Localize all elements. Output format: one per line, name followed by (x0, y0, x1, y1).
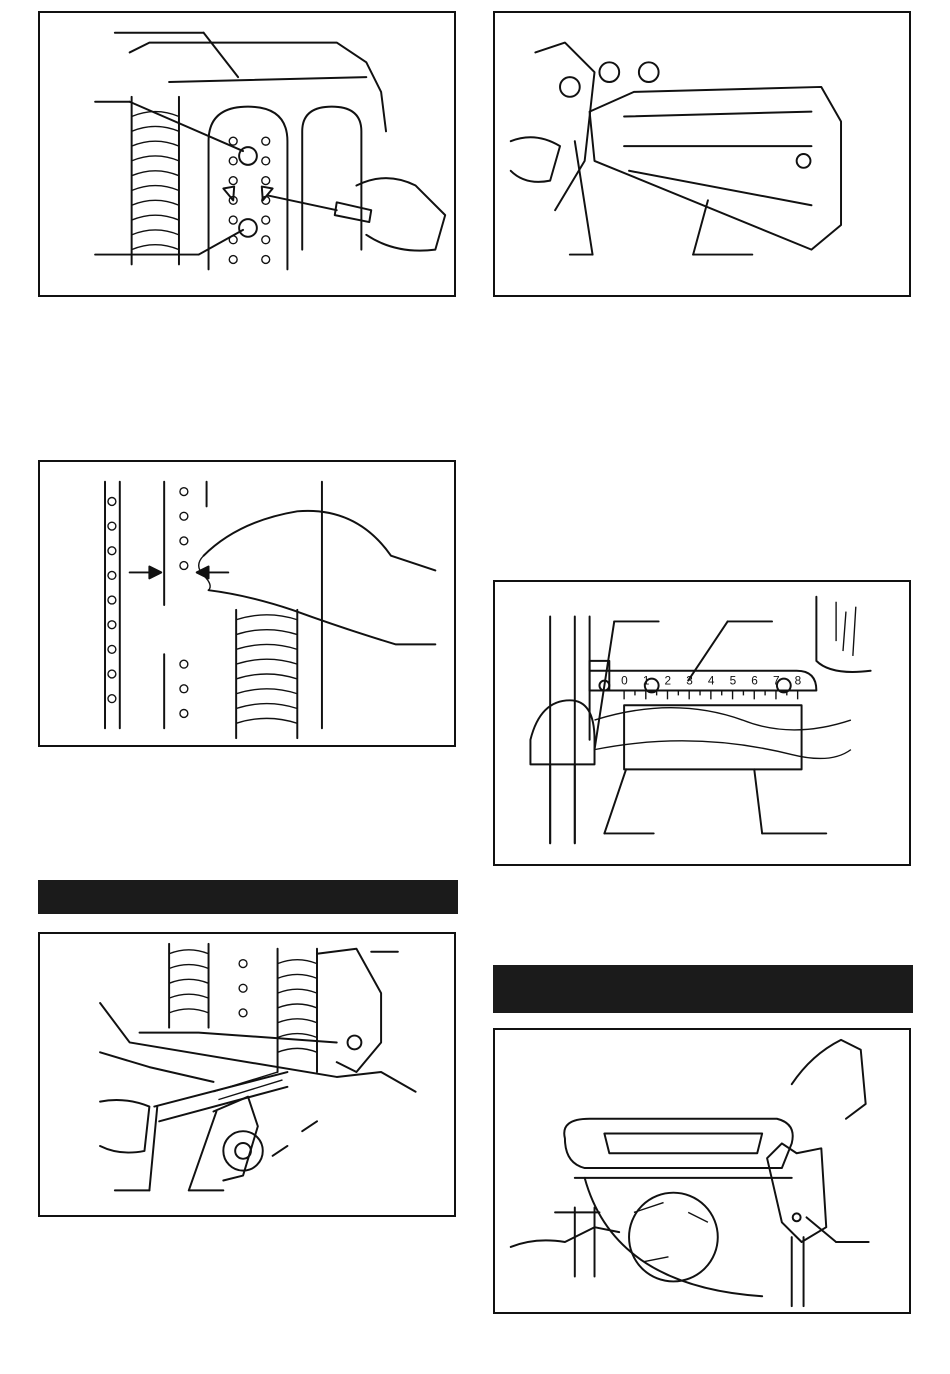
figure-depth-scale (493, 580, 911, 866)
scale-label-4: 4 (707, 673, 715, 688)
scale-label-1: 1 (642, 673, 650, 688)
section-bar-left (38, 880, 458, 914)
depth-scale-illustration (495, 582, 909, 864)
section-bar-right-text (493, 965, 913, 977)
spring-column (236, 610, 297, 738)
spring-left (169, 944, 208, 1028)
figure-chain-adjustment (38, 11, 456, 297)
spring-left (132, 97, 179, 265)
chain-middle (180, 488, 188, 718)
section-bar-left-text (38, 880, 458, 892)
figure-blade-guard (493, 11, 911, 297)
spring-right (278, 949, 317, 1072)
scale-label-7: 7 (772, 673, 780, 688)
chain-adjustment-illustration (40, 13, 454, 295)
feed-roller-illustration (40, 934, 454, 1215)
scale-label-6: 6 (751, 673, 758, 688)
depth-scale-ruler (621, 674, 802, 700)
section-bar-right (493, 965, 913, 1013)
scale-label-2: 2 (664, 673, 672, 688)
scale-label-0: 0 (621, 673, 628, 688)
blade-guard-illustration (495, 13, 909, 295)
chain-slack-illustration (40, 462, 454, 745)
scale-label-3: 3 (686, 673, 693, 688)
chain-left (105, 482, 120, 729)
carry-handle-illustration (495, 1030, 909, 1312)
scale-label-8: 8 (794, 673, 802, 688)
figure-chain-slack (38, 460, 456, 747)
scale-label-5: 5 (729, 673, 737, 688)
chain (239, 960, 247, 1017)
figure-carry-handle (493, 1028, 911, 1314)
figure-feed-roller (38, 932, 456, 1217)
